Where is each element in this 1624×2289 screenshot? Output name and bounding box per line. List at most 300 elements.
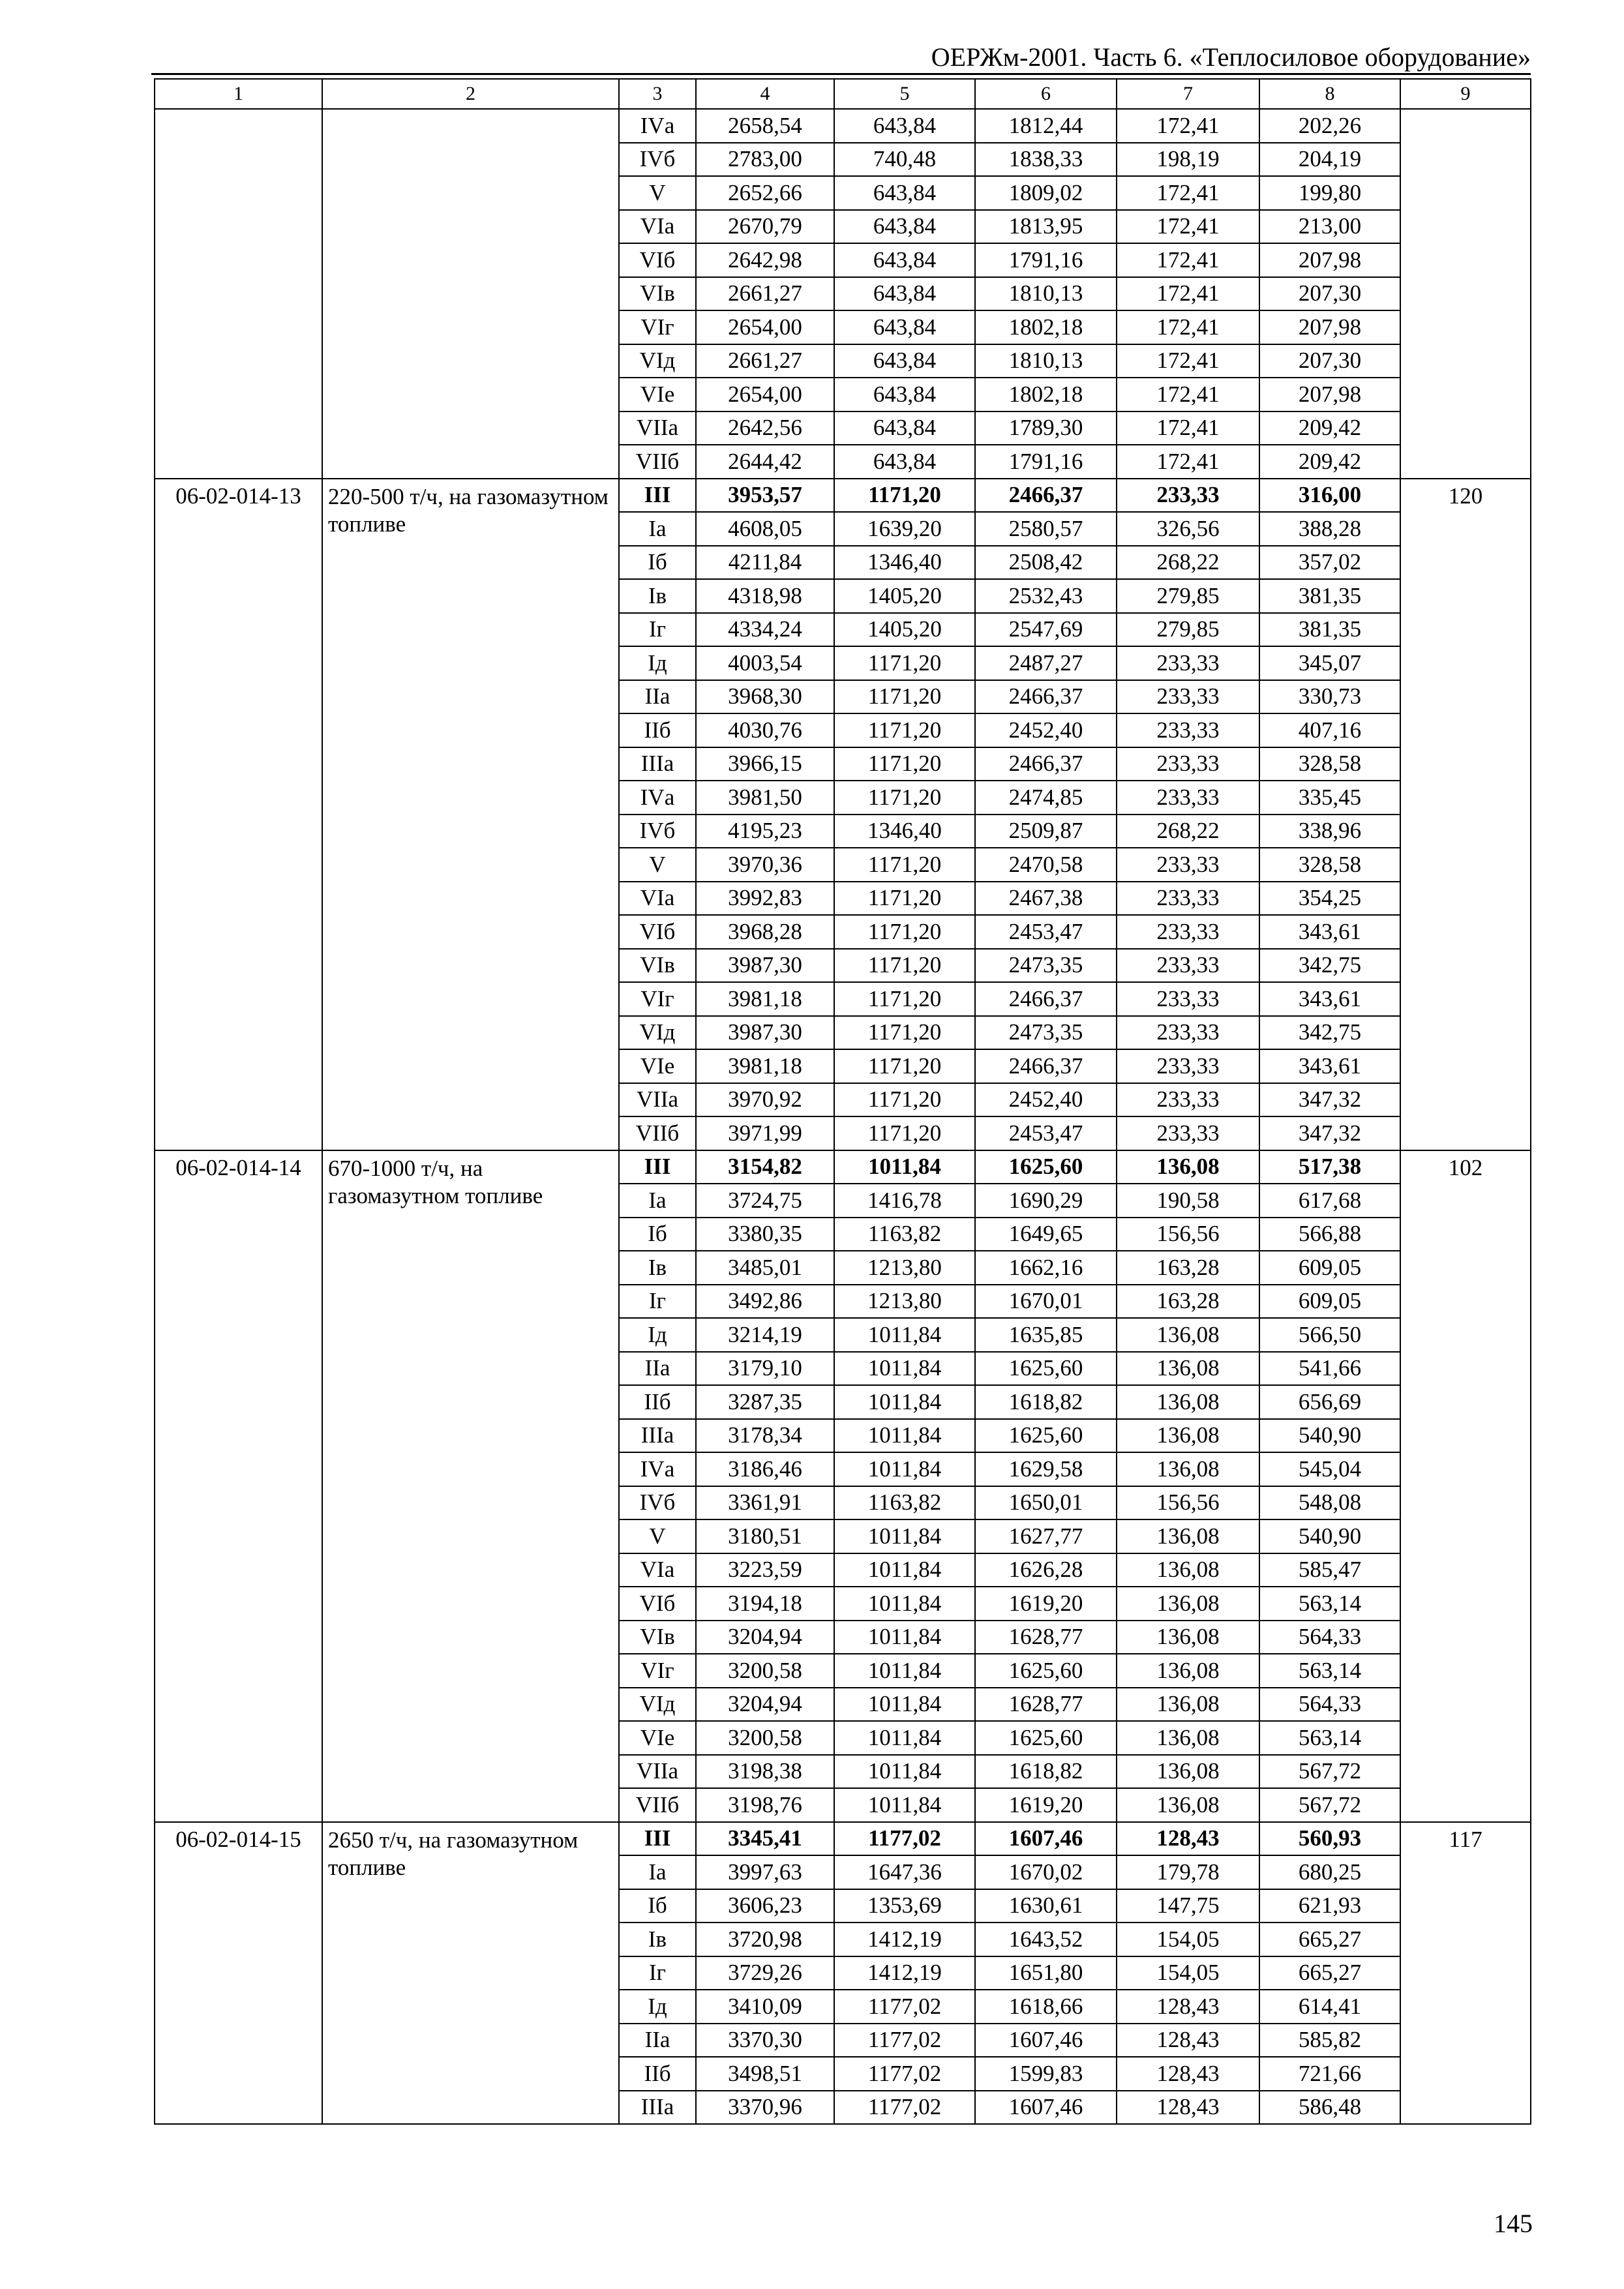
- value-cell: 1625,60: [975, 1654, 1117, 1688]
- value-cell: 2644,42: [696, 445, 834, 479]
- value-cell: 207,98: [1259, 243, 1400, 277]
- value-cell: 3981,18: [696, 1049, 834, 1083]
- zone-cell: VIа: [619, 210, 696, 244]
- zone-cell: III: [619, 479, 696, 513]
- value-cell: 643,84: [834, 109, 975, 143]
- value-cell: 233,33: [1117, 1049, 1259, 1083]
- zone-cell: IIб: [619, 713, 696, 747]
- value-cell: 643,84: [834, 277, 975, 311]
- norm-cell: 102: [1400, 1150, 1531, 1822]
- value-cell: 3179,10: [696, 1352, 834, 1386]
- zone-cell: VIIа: [619, 411, 696, 445]
- value-cell: 136,08: [1117, 1519, 1259, 1553]
- value-cell: 4030,76: [696, 713, 834, 747]
- value-cell: 3200,58: [696, 1721, 834, 1755]
- zone-cell: VIе: [619, 378, 696, 411]
- value-cell: 136,08: [1117, 1755, 1259, 1789]
- value-cell: 643,84: [834, 243, 975, 277]
- zone-cell: IIIа: [619, 2091, 696, 2125]
- value-cell: 1011,84: [834, 1688, 975, 1722]
- value-cell: 1625,60: [975, 1150, 1117, 1184]
- value-cell: 1177,02: [834, 2024, 975, 2057]
- value-cell: 172,41: [1117, 210, 1259, 244]
- value-cell: 342,75: [1259, 949, 1400, 983]
- value-cell: 1213,80: [834, 1251, 975, 1285]
- value-cell: 233,33: [1117, 747, 1259, 781]
- value-cell: 1619,20: [975, 1788, 1117, 1822]
- value-cell: 381,35: [1259, 613, 1400, 647]
- value-cell: 3987,30: [696, 949, 834, 983]
- value-cell: 136,08: [1117, 1721, 1259, 1755]
- value-cell: 207,98: [1259, 378, 1400, 411]
- value-cell: 1171,20: [834, 781, 975, 815]
- value-cell: 2466,37: [975, 1049, 1117, 1083]
- value-cell: 345,07: [1259, 646, 1400, 680]
- value-cell: 1177,02: [834, 2057, 975, 2091]
- zone-cell: Iд: [619, 1990, 696, 2024]
- value-cell: 4608,05: [696, 512, 834, 546]
- value-cell: 1011,84: [834, 1553, 975, 1587]
- value-cell: 2453,47: [975, 1116, 1117, 1150]
- value-cell: 567,72: [1259, 1788, 1400, 1822]
- value-cell: 328,58: [1259, 747, 1400, 781]
- value-cell: 1353,69: [834, 1889, 975, 1923]
- value-cell: 4003,54: [696, 646, 834, 680]
- zone-cell: IIа: [619, 680, 696, 714]
- value-cell: 560,93: [1259, 1822, 1400, 1856]
- value-cell: 1171,20: [834, 747, 975, 781]
- value-cell: 3214,19: [696, 1318, 834, 1352]
- value-cell: 1171,20: [834, 1016, 975, 1050]
- zone-cell: VIв: [619, 949, 696, 983]
- value-cell: 585,47: [1259, 1553, 1400, 1587]
- value-cell: 233,33: [1117, 848, 1259, 882]
- value-cell: 172,41: [1117, 411, 1259, 445]
- value-cell: 1649,65: [975, 1218, 1117, 1251]
- zone-cell: VIг: [619, 982, 696, 1016]
- value-cell: 172,41: [1117, 344, 1259, 378]
- value-cell: 643,84: [834, 210, 975, 244]
- value-cell: 128,43: [1117, 1822, 1259, 1856]
- zone-cell: VIе: [619, 1049, 696, 1083]
- value-cell: 541,66: [1259, 1352, 1400, 1386]
- value-cell: 1670,01: [975, 1285, 1117, 1319]
- value-cell: 1011,84: [834, 1352, 975, 1386]
- zone-cell: VIб: [619, 915, 696, 949]
- value-cell: 1171,20: [834, 713, 975, 747]
- norm-cell: 117: [1400, 1822, 1531, 2125]
- value-cell: 233,33: [1117, 680, 1259, 714]
- value-cell: 268,22: [1117, 815, 1259, 848]
- value-cell: 233,33: [1117, 949, 1259, 983]
- zone-cell: VIв: [619, 277, 696, 311]
- value-cell: 3966,15: [696, 747, 834, 781]
- value-cell: 172,41: [1117, 109, 1259, 143]
- value-cell: 2466,37: [975, 982, 1117, 1016]
- value-cell: 347,32: [1259, 1083, 1400, 1117]
- page-number: 145: [1494, 2209, 1533, 2238]
- value-cell: 202,26: [1259, 109, 1400, 143]
- value-cell: 343,61: [1259, 915, 1400, 949]
- zone-cell: Iб: [619, 546, 696, 580]
- zone-cell: IIб: [619, 2057, 696, 2091]
- value-cell: 3485,01: [696, 1251, 834, 1285]
- value-cell: 1011,84: [834, 1654, 975, 1688]
- zone-cell: Iд: [619, 646, 696, 680]
- value-cell: 316,00: [1259, 479, 1400, 513]
- value-cell: 1011,84: [834, 1150, 975, 1184]
- table-body: [155, 79, 1531, 2124]
- value-cell: 540,90: [1259, 1419, 1400, 1453]
- value-cell: 2487,27: [975, 646, 1117, 680]
- zone-cell: Iа: [619, 512, 696, 546]
- value-cell: 1011,84: [834, 1385, 975, 1419]
- value-cell: 517,38: [1259, 1150, 1400, 1184]
- zone-cell: Iв: [619, 1922, 696, 1956]
- value-cell: 381,35: [1259, 579, 1400, 613]
- value-cell: 3380,35: [696, 1218, 834, 1251]
- value-cell: 3970,36: [696, 848, 834, 882]
- value-cell: 643,84: [834, 176, 975, 210]
- zone-cell: Iв: [619, 1251, 696, 1285]
- value-cell: 209,42: [1259, 445, 1400, 479]
- value-cell: 4334,24: [696, 613, 834, 647]
- page-header-title: ОЕРЖм-2001. Часть 6. «Теплосиловое оборудование»: [931, 42, 1531, 72]
- value-cell: 1670,02: [975, 1855, 1117, 1889]
- item-description: [322, 109, 619, 479]
- zone-cell: IVб: [619, 1486, 696, 1520]
- value-cell: 2466,37: [975, 747, 1117, 781]
- value-cell: 136,08: [1117, 1452, 1259, 1486]
- value-cell: 136,08: [1117, 1318, 1259, 1352]
- value-cell: 3194,18: [696, 1587, 834, 1621]
- value-cell: 1177,02: [834, 2091, 975, 2125]
- value-cell: 1802,18: [975, 378, 1117, 411]
- value-cell: 609,05: [1259, 1251, 1400, 1285]
- value-cell: 1163,82: [834, 1218, 975, 1251]
- zone-cell: VIб: [619, 243, 696, 277]
- zone-cell: VIIб: [619, 1116, 696, 1150]
- zone-cell: IIIа: [619, 747, 696, 781]
- value-cell: 172,41: [1117, 378, 1259, 411]
- value-cell: 1011,84: [834, 1519, 975, 1553]
- value-cell: 2661,27: [696, 344, 834, 378]
- value-cell: 172,41: [1117, 445, 1259, 479]
- value-cell: 643,84: [834, 310, 975, 344]
- value-cell: 1599,83: [975, 2057, 1117, 2091]
- value-cell: 1626,28: [975, 1553, 1117, 1587]
- value-cell: 3178,34: [696, 1419, 834, 1453]
- value-cell: 643,84: [834, 378, 975, 411]
- value-cell: 1171,20: [834, 915, 975, 949]
- value-cell: 643,84: [834, 445, 975, 479]
- zone-cell: VIе: [619, 1721, 696, 1755]
- value-cell: 2473,35: [975, 1016, 1117, 1050]
- value-cell: 2532,43: [975, 579, 1117, 613]
- value-cell: 1405,20: [834, 579, 975, 613]
- value-cell: 2661,27: [696, 277, 834, 311]
- zone-cell: VIIа: [619, 1755, 696, 1789]
- value-cell: 2466,37: [975, 479, 1117, 513]
- value-cell: 1177,02: [834, 1990, 975, 2024]
- value-cell: 1628,77: [975, 1621, 1117, 1654]
- column-number: 6: [975, 79, 1117, 109]
- value-cell: 643,84: [834, 411, 975, 445]
- value-cell: 128,43: [1117, 2024, 1259, 2057]
- value-cell: 1171,20: [834, 949, 975, 983]
- value-cell: 3204,94: [696, 1621, 834, 1654]
- value-cell: 279,85: [1117, 579, 1259, 613]
- zone-cell: VIIб: [619, 445, 696, 479]
- value-cell: 1011,84: [834, 1318, 975, 1352]
- zone-cell: VIIб: [619, 1788, 696, 1822]
- value-cell: 1647,36: [834, 1855, 975, 1889]
- value-cell: 330,73: [1259, 680, 1400, 714]
- value-cell: 1405,20: [834, 613, 975, 647]
- column-number: 7: [1117, 79, 1259, 109]
- value-cell: 1791,16: [975, 243, 1117, 277]
- zone-cell: VIIа: [619, 1083, 696, 1117]
- value-cell: 1810,13: [975, 277, 1117, 311]
- value-cell: 3370,96: [696, 2091, 834, 2125]
- value-cell: 566,50: [1259, 1318, 1400, 1352]
- table-row: [155, 479, 1531, 513]
- column-number: 3: [619, 79, 696, 109]
- value-cell: 2654,00: [696, 378, 834, 411]
- value-cell: 335,45: [1259, 781, 1400, 815]
- value-cell: 343,61: [1259, 1049, 1400, 1083]
- value-cell: 1412,19: [834, 1922, 975, 1956]
- value-cell: 2642,98: [696, 243, 834, 277]
- value-cell: 3981,18: [696, 982, 834, 1016]
- value-cell: 1163,82: [834, 1486, 975, 1520]
- value-cell: 407,16: [1259, 713, 1400, 747]
- value-cell: 233,33: [1117, 479, 1259, 513]
- value-cell: 1643,52: [975, 1922, 1117, 1956]
- value-cell: 328,58: [1259, 848, 1400, 882]
- zone-cell: IVа: [619, 109, 696, 143]
- value-cell: 3200,58: [696, 1654, 834, 1688]
- value-cell: 3345,41: [696, 1822, 834, 1856]
- value-cell: 2654,00: [696, 310, 834, 344]
- value-cell: 156,56: [1117, 1486, 1259, 1520]
- value-cell: 1628,77: [975, 1688, 1117, 1722]
- value-cell: 1789,30: [975, 411, 1117, 445]
- zone-cell: V: [619, 176, 696, 210]
- item-code: 06-02-014-15: [155, 1822, 322, 2125]
- zone-cell: Iв: [619, 579, 696, 613]
- value-cell: 2658,54: [696, 109, 834, 143]
- value-cell: 1011,84: [834, 1621, 975, 1654]
- value-cell: 1630,61: [975, 1889, 1117, 1923]
- item-code: [155, 109, 322, 479]
- value-cell: 3492,86: [696, 1285, 834, 1319]
- zone-cell: VIа: [619, 1553, 696, 1587]
- value-cell: 1346,40: [834, 815, 975, 848]
- value-cell: 1171,20: [834, 479, 975, 513]
- value-cell: 1171,20: [834, 882, 975, 916]
- value-cell: 136,08: [1117, 1788, 1259, 1822]
- value-cell: 4211,84: [696, 546, 834, 580]
- value-cell: 136,08: [1117, 1385, 1259, 1419]
- value-cell: 1011,84: [834, 1788, 975, 1822]
- value-cell: 3968,28: [696, 915, 834, 949]
- value-cell: 2467,38: [975, 882, 1117, 916]
- value-cell: 1171,20: [834, 982, 975, 1016]
- value-cell: 233,33: [1117, 1016, 1259, 1050]
- zone-cell: Iа: [619, 1184, 696, 1218]
- value-cell: 656,69: [1259, 1385, 1400, 1419]
- zone-cell: Iб: [619, 1218, 696, 1251]
- zone-cell: VIд: [619, 1016, 696, 1050]
- value-cell: 4318,98: [696, 579, 834, 613]
- value-cell: 2470,58: [975, 848, 1117, 882]
- table-row: [155, 1150, 1531, 1184]
- value-cell: 207,30: [1259, 344, 1400, 378]
- value-cell: 233,33: [1117, 915, 1259, 949]
- zone-cell: VIа: [619, 882, 696, 916]
- value-cell: 233,33: [1117, 982, 1259, 1016]
- value-cell: 2452,40: [975, 713, 1117, 747]
- value-cell: 154,05: [1117, 1922, 1259, 1956]
- value-cell: 1651,80: [975, 1956, 1117, 1990]
- value-cell: 3361,91: [696, 1486, 834, 1520]
- value-cell: 586,48: [1259, 2091, 1400, 2125]
- value-cell: 1810,13: [975, 344, 1117, 378]
- zone-cell: IIб: [619, 1385, 696, 1419]
- zone-cell: IVа: [619, 1452, 696, 1486]
- value-cell: 1213,80: [834, 1285, 975, 1319]
- value-cell: 563,14: [1259, 1721, 1400, 1755]
- value-cell: 3498,51: [696, 2057, 834, 2091]
- zone-cell: V: [619, 848, 696, 882]
- value-cell: 1650,01: [975, 1486, 1117, 1520]
- value-cell: 136,08: [1117, 1688, 1259, 1722]
- value-cell: 233,33: [1117, 882, 1259, 916]
- value-cell: 585,82: [1259, 2024, 1400, 2057]
- value-cell: 564,33: [1259, 1688, 1400, 1722]
- item-description: 2650 т/ч, на газомазутном топливе: [322, 1822, 619, 2125]
- column-number-row: [155, 79, 1531, 109]
- value-cell: 136,08: [1117, 1587, 1259, 1621]
- value-cell: 3987,30: [696, 1016, 834, 1050]
- value-cell: 3154,82: [696, 1150, 834, 1184]
- zone-cell: IIа: [619, 1352, 696, 1386]
- zone-cell: Iб: [619, 1889, 696, 1923]
- value-cell: 1011,84: [834, 1721, 975, 1755]
- value-cell: 665,27: [1259, 1956, 1400, 1990]
- value-cell: 207,98: [1259, 310, 1400, 344]
- value-cell: 1607,46: [975, 2024, 1117, 2057]
- value-cell: 1607,46: [975, 1822, 1117, 1856]
- value-cell: 3204,94: [696, 1688, 834, 1722]
- value-cell: 156,56: [1117, 1218, 1259, 1251]
- column-number: 2: [322, 79, 619, 109]
- zone-cell: VIв: [619, 1621, 696, 1654]
- zone-cell: VIд: [619, 1688, 696, 1722]
- value-cell: 665,27: [1259, 1922, 1400, 1956]
- value-cell: 198,19: [1117, 143, 1259, 177]
- value-cell: 326,56: [1117, 512, 1259, 546]
- value-cell: 1607,46: [975, 2091, 1117, 2125]
- value-cell: 2509,87: [975, 815, 1117, 848]
- value-cell: 1791,16: [975, 445, 1117, 479]
- value-cell: 621,93: [1259, 1889, 1400, 1923]
- value-cell: 1619,20: [975, 1587, 1117, 1621]
- value-cell: 128,43: [1117, 2091, 1259, 2125]
- value-cell: 1346,40: [834, 546, 975, 580]
- value-cell: 343,61: [1259, 982, 1400, 1016]
- value-cell: 563,14: [1259, 1587, 1400, 1621]
- value-cell: 163,28: [1117, 1285, 1259, 1319]
- value-cell: 3968,30: [696, 680, 834, 714]
- value-cell: 1635,85: [975, 1318, 1117, 1352]
- value-cell: 3992,83: [696, 882, 834, 916]
- zone-cell: VIг: [619, 310, 696, 344]
- value-cell: 3606,23: [696, 1889, 834, 1923]
- value-cell: 564,33: [1259, 1621, 1400, 1654]
- value-cell: 1618,82: [975, 1755, 1117, 1789]
- value-cell: 1618,66: [975, 1990, 1117, 2024]
- value-cell: 1171,20: [834, 1083, 975, 1117]
- value-cell: 1618,82: [975, 1385, 1117, 1419]
- zone-cell: Iг: [619, 1285, 696, 1319]
- value-cell: 1690,29: [975, 1184, 1117, 1218]
- value-cell: 3186,46: [696, 1452, 834, 1486]
- value-cell: 136,08: [1117, 1553, 1259, 1587]
- value-cell: 233,33: [1117, 1116, 1259, 1150]
- value-cell: 199,80: [1259, 176, 1400, 210]
- value-cell: 3981,50: [696, 781, 834, 815]
- zone-cell: IVа: [619, 781, 696, 815]
- value-cell: 3970,92: [696, 1083, 834, 1117]
- item-description: 220-500 т/ч, на газомазутном топливе: [322, 479, 619, 1150]
- value-cell: 617,68: [1259, 1184, 1400, 1218]
- value-cell: 1812,44: [975, 109, 1117, 143]
- zone-cell: VIд: [619, 344, 696, 378]
- zone-cell: III: [619, 1822, 696, 1856]
- value-cell: 1011,84: [834, 1587, 975, 1621]
- value-cell: 1412,19: [834, 1956, 975, 1990]
- value-cell: 136,08: [1117, 1621, 1259, 1654]
- value-cell: 548,08: [1259, 1486, 1400, 1520]
- value-cell: 3997,63: [696, 1855, 834, 1889]
- value-cell: 204,19: [1259, 143, 1400, 177]
- value-cell: 190,58: [1117, 1184, 1259, 1218]
- value-cell: 233,33: [1117, 646, 1259, 680]
- table-row: [155, 109, 1531, 143]
- value-cell: 545,04: [1259, 1452, 1400, 1486]
- zone-cell: IVб: [619, 815, 696, 848]
- norm-cell: 120: [1400, 479, 1531, 1150]
- value-cell: 1416,78: [834, 1184, 975, 1218]
- value-cell: 2452,40: [975, 1083, 1117, 1117]
- zone-cell: IIIа: [619, 1419, 696, 1453]
- zone-cell: IIа: [619, 2024, 696, 2057]
- value-cell: 721,66: [1259, 2057, 1400, 2091]
- zone-cell: Iг: [619, 613, 696, 647]
- value-cell: 154,05: [1117, 1956, 1259, 1990]
- value-cell: 1813,95: [975, 210, 1117, 244]
- value-cell: 566,88: [1259, 1218, 1400, 1251]
- column-number: 4: [696, 79, 834, 109]
- value-cell: 147,75: [1117, 1889, 1259, 1923]
- value-cell: 3953,57: [696, 479, 834, 513]
- zone-cell: Iа: [619, 1855, 696, 1889]
- value-cell: 2473,35: [975, 949, 1117, 983]
- value-cell: 1171,20: [834, 1116, 975, 1150]
- value-cell: 268,22: [1117, 546, 1259, 580]
